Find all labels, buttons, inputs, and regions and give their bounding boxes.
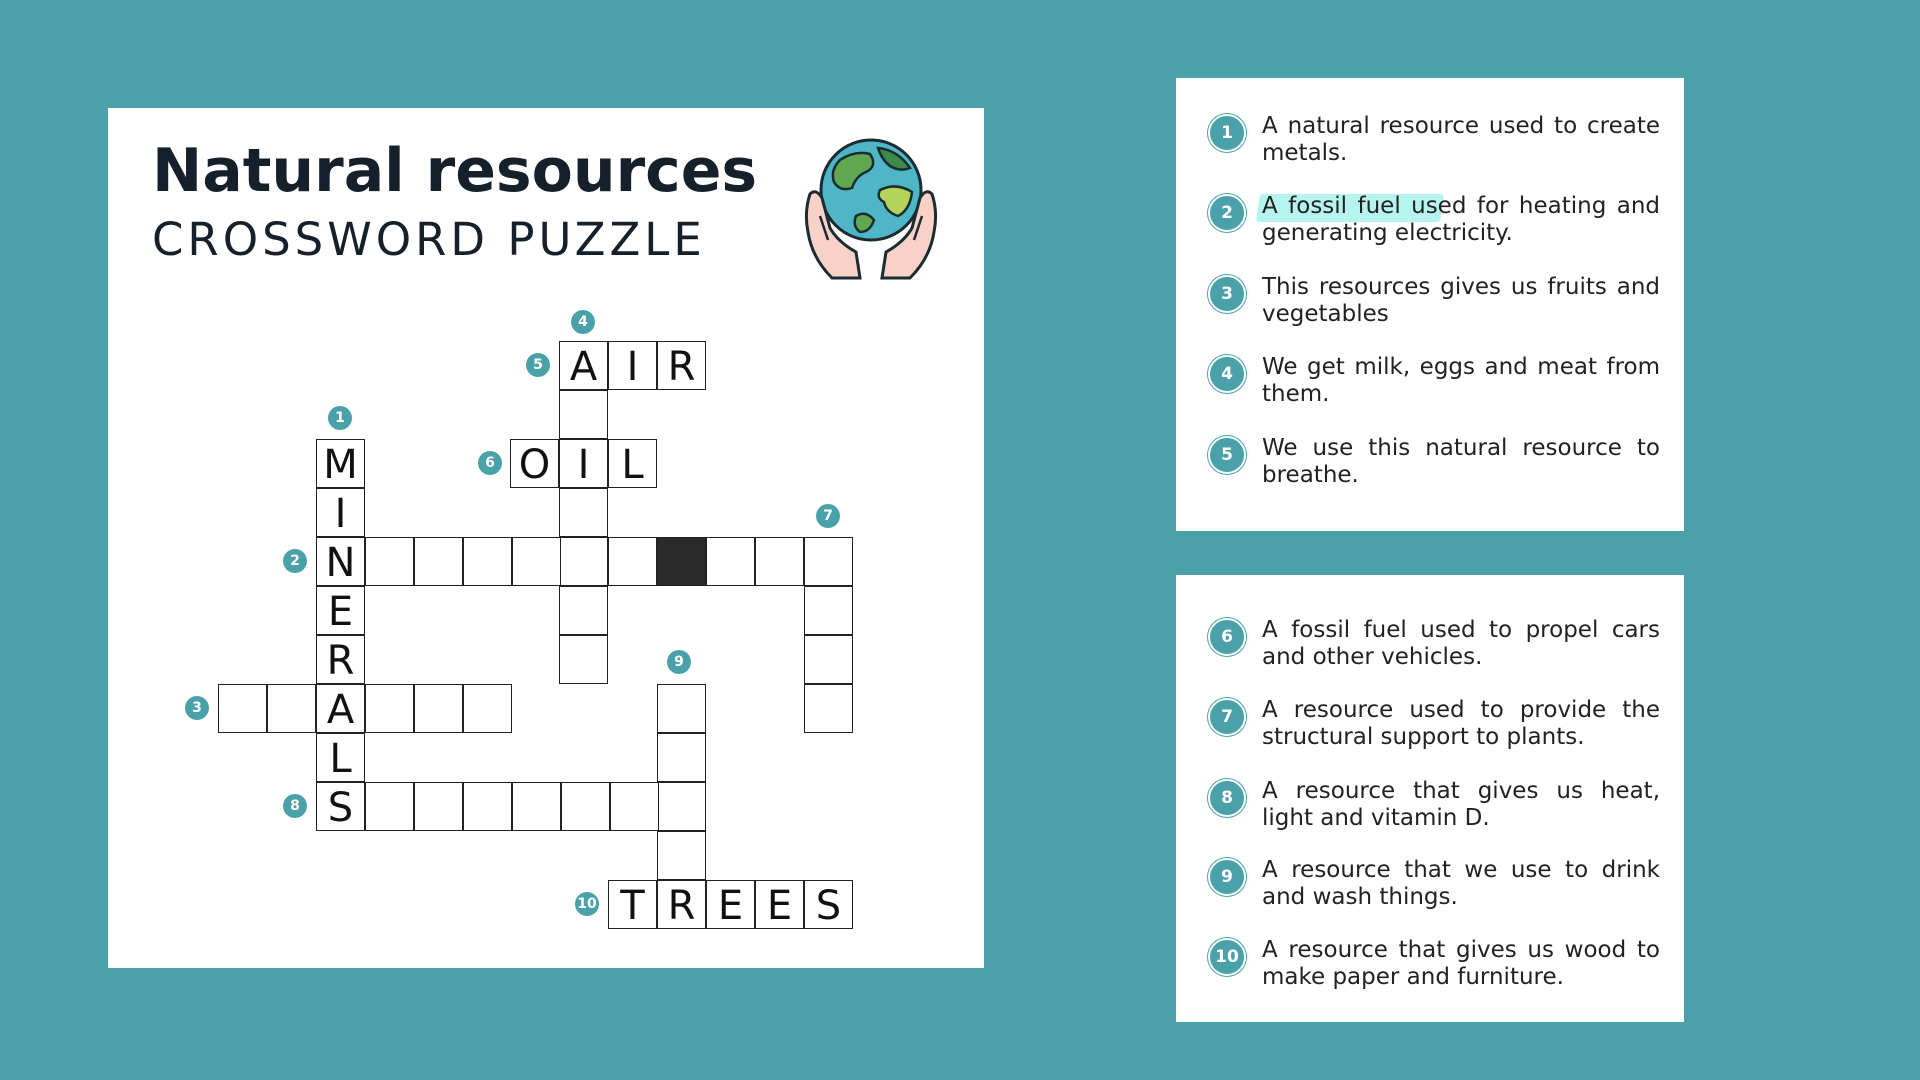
grid-cell[interactable] (365, 537, 414, 586)
grid-letter: E (766, 883, 793, 929)
clue-number-marker: 8 (283, 794, 307, 818)
clue-text: A resource that gives us heat, light and vitamin D. (1262, 778, 1660, 831)
grid-cell[interactable] (608, 439, 657, 488)
grid-letter: L (621, 442, 644, 488)
grid-cell[interactable] (463, 684, 512, 733)
grid-cell[interactable] (463, 782, 512, 831)
clue-text: We use this natural resource to breathe. (1262, 435, 1660, 488)
grid-cell[interactable] (316, 586, 365, 635)
grid-cell[interactable] (657, 831, 706, 880)
grid-letter: O (518, 442, 551, 488)
grid-letter: S (327, 785, 354, 831)
grid-letter: T (620, 883, 645, 929)
grid-cell[interactable] (512, 537, 561, 586)
grid-letter: N (325, 540, 356, 586)
grid-cell[interactable] (608, 537, 657, 586)
grid-cell[interactable] (559, 537, 608, 586)
crossword-card (108, 108, 984, 968)
clue-number-badge: 9 (1208, 858, 1246, 896)
clue-number-badge: 7 (1208, 698, 1246, 736)
grid-cell[interactable] (512, 782, 561, 831)
clue-number-marker: 6 (478, 451, 502, 475)
grid-cell[interactable] (559, 488, 608, 537)
grid-cell[interactable] (559, 390, 608, 439)
grid-letter: L (329, 736, 352, 782)
clue-number-badge: 10 (1208, 938, 1246, 976)
grid-cell[interactable] (804, 635, 853, 684)
grid-cell[interactable] (463, 537, 512, 586)
grid-cell[interactable] (365, 684, 414, 733)
grid-cell[interactable] (657, 782, 706, 831)
grid-cell[interactable] (657, 880, 706, 929)
clue-number-badge: 1 (1208, 114, 1246, 152)
grid-cell[interactable] (365, 782, 414, 831)
clue-text: A resource that gives us wood to make paper and furniture. (1262, 937, 1660, 990)
grid-cell[interactable] (804, 586, 853, 635)
clue-text: This resources gives us fruits and vegetables (1262, 274, 1660, 327)
grid-cell[interactable] (267, 684, 316, 733)
grid-letter: S (815, 883, 842, 929)
grid-cell[interactable] (755, 880, 804, 929)
grid-cell[interactable] (316, 537, 365, 586)
grid-cell[interactable] (316, 488, 365, 537)
grid-cell[interactable] (414, 684, 463, 733)
grid-letter: E (717, 883, 744, 929)
grid-cell[interactable] (657, 733, 706, 782)
grid-cell[interactable] (559, 439, 608, 488)
grid-cell[interactable] (608, 341, 657, 390)
grid-letter: R (667, 883, 696, 929)
clue-text: A resource used to provide the structural support to plants. (1262, 697, 1660, 750)
grid-cell[interactable] (657, 341, 706, 390)
grid-cell[interactable] (510, 439, 559, 488)
grid-letter: A (569, 344, 598, 390)
grid-cell[interactable] (706, 880, 755, 929)
grid-letter: I (577, 442, 590, 488)
clue-number-badge: 2 (1208, 194, 1246, 232)
grid-cell[interactable] (755, 537, 804, 586)
clue-number-badge: 4 (1208, 355, 1246, 393)
clue-number-marker: 10 (575, 892, 599, 916)
grid-cell[interactable] (804, 880, 853, 929)
grid-cell[interactable] (804, 537, 853, 586)
clue-number-badge: 5 (1208, 436, 1246, 474)
clue-number-marker: 1 (328, 406, 352, 430)
grid-letter: I (626, 344, 639, 390)
clue-number-marker: 4 (571, 310, 595, 334)
clue-number-badge: 3 (1208, 275, 1246, 313)
grid-cell[interactable] (559, 341, 608, 390)
grid-cell[interactable] (218, 684, 267, 733)
clue-number-marker: 2 (283, 549, 307, 573)
grid-cell[interactable] (804, 684, 853, 733)
clue-number-marker: 3 (185, 696, 209, 720)
clue-number-badge: 8 (1208, 779, 1246, 817)
clues-panel-bottom (1176, 575, 1684, 1022)
grid-cell[interactable] (608, 880, 657, 929)
grid-letter: E (327, 589, 354, 635)
clue-number-marker: 7 (816, 504, 840, 528)
grid-letter: M (323, 442, 358, 488)
clue-text: A natural resource used to create metals. (1262, 113, 1660, 166)
clue-number-marker: 5 (526, 353, 550, 377)
grid-cell[interactable] (559, 586, 608, 635)
grid-cell[interactable] (316, 733, 365, 782)
clue-text: A fossil fuel used to propel cars and other vehicles. (1262, 617, 1660, 670)
clue-number-badge: 6 (1208, 618, 1246, 656)
grid-cell[interactable] (316, 635, 365, 684)
clue-number-marker: 9 (667, 650, 691, 674)
clue-text: A fossil fuel used for heating and generating electricity. (1262, 193, 1660, 246)
grid-cell[interactable] (414, 782, 463, 831)
grid-cell[interactable] (706, 537, 755, 586)
clue-text: We get milk, eggs and meat from them. (1262, 354, 1660, 407)
page-subtitle: CROSSWORD PUZZLE (152, 213, 706, 266)
grid-letter: R (326, 638, 355, 684)
grid-cell[interactable] (316, 439, 365, 488)
crossword-grid (108, 108, 984, 968)
grid-letter: A (326, 687, 355, 733)
grid-cell[interactable] (610, 782, 659, 831)
grid-cell[interactable] (414, 537, 463, 586)
blocked-cell (657, 537, 706, 586)
grid-cell[interactable] (559, 635, 608, 684)
grid-letter: I (334, 491, 347, 537)
grid-cell[interactable] (561, 782, 610, 831)
grid-cell[interactable] (316, 684, 365, 733)
clues-panel-top (1176, 78, 1684, 531)
page-title: Natural resources (152, 136, 758, 206)
grid-cell[interactable] (316, 782, 365, 831)
grid-letter: R (667, 344, 696, 390)
clue-text: A resource that we use to drink and wash things. (1262, 857, 1660, 910)
grid-cell[interactable] (657, 684, 706, 733)
